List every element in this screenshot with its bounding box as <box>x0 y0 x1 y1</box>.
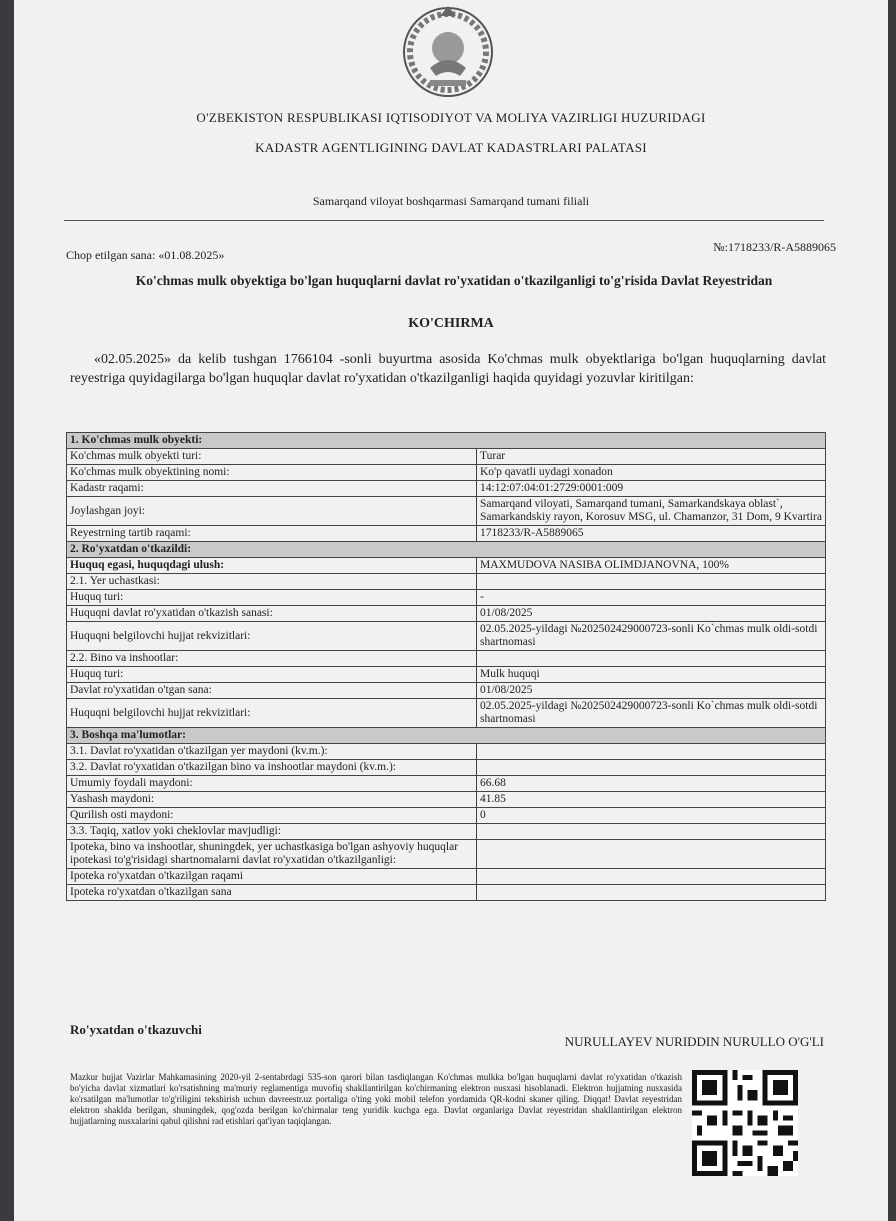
table-row <box>67 558 826 574</box>
table-row <box>67 699 826 728</box>
field-label: Umumiy foydali maydoni: <box>67 776 477 792</box>
field-label: Kadastr raqami: <box>67 481 477 497</box>
registrar-name: NURULLAYEV NURIDDIN NURULLO O'G'LI <box>564 1034 824 1049</box>
field-label: Ipoteka ro'yxatdan o'tkazilgan sana <box>67 885 477 901</box>
field-value: - <box>477 590 826 606</box>
section-title: 2. Ro'yxatdan o'tkazildi: <box>67 542 826 558</box>
section-header-row <box>67 728 826 744</box>
field-value: Ko'p qavatli uydagi xonadon <box>477 465 826 481</box>
table-row <box>67 792 826 808</box>
document-number: №:1718233/R-A5889065 <box>713 240 836 254</box>
state-emblem-icon <box>400 2 496 98</box>
field-value <box>477 651 826 667</box>
table-row <box>67 449 826 465</box>
field-label: Ipoteka ro'yxatdan o'tkazilgan raqami <box>67 869 477 885</box>
field-value: MAXMUDOVA NASIBA OLIMDJANOVNA, 100% <box>477 558 826 574</box>
field-label: Qurilish osti maydoni: <box>67 808 477 824</box>
qr-code-icon[interactable] <box>692 1070 798 1176</box>
field-label: Davlat ro'yxatidan o'tgan sana: <box>67 683 477 699</box>
field-label: Huquq turi: <box>67 590 477 606</box>
table-row <box>67 574 826 590</box>
field-value: 41.85 <box>477 792 826 808</box>
registrar-label: Ro'yxatdan o'tkazuvchi <box>70 1022 202 1037</box>
field-value: 66.68 <box>477 776 826 792</box>
field-value <box>477 760 826 776</box>
field-value: 0 <box>477 808 826 824</box>
table-row <box>67 744 826 760</box>
footer-disclaimer: Mazkur hujjat Vazirlar Mahkamasining 2020-yil 2-sentabrdagi 535-son qarori bilan tasdiqlangan Ko'chmas mulkka bo'lgan huquqlarni davlat ro'yxatidan o'tkazish bo'yicha davlat xizmatlari ko'rsatishning ma'muriy reglamentiga muvofiq shakllantirilgan ko'chirmaning elektron nusxasi hisoblanadi. Elektron hujjatning nusxasida ko'rsatilgan ma'lumotlar to'g'riligini tekshirish uchun davreestr.uz portaliga o'ting yoki mobil telefon yordamida QR-kodni skaner qiling. Diqqat! Davlat reyestridan elektron shaklda berilgan, shuningdek, qog'ozda berilgan ko'chirmalar teng yuridik kuchga ega. Davlat organlariga Davlat reyestridan shakllantirilgan elektron hujjatlarning nusxalarini qabul qilishni rad etishlari qat'iyan taqiqlangan. <box>70 1072 682 1126</box>
field-label: 3.3. Taqiq, xatlov yoki cheklovlar mavjudligi: <box>67 824 477 840</box>
section-header-row <box>67 433 826 449</box>
intro-paragraph: «02.05.2025» da kelib tushgan 1766104 -sonli buyurtma asosida Ko'chmas mulk obyektlariga bo'lgan huquqlarning davlat reyestriga quyidagilarga bo'lgan huquqlar davlat ro'yxatidan o'tkazilganligi haqida quyidagi yozuvlar kiritilgan: <box>70 352 826 386</box>
field-value <box>477 885 826 901</box>
field-label: 3.2. Davlat ro'yxatidan o'tkazilgan bino va inshootlar maydoni (kv.m.): <box>67 760 477 776</box>
table-row <box>67 465 826 481</box>
table-row <box>67 497 826 526</box>
field-value <box>477 824 826 840</box>
header-divider <box>64 220 824 221</box>
document-page <box>14 0 888 1221</box>
field-value: 1718233/R-A5889065 <box>477 526 826 542</box>
field-label: Huquqni belgilovchi hujjat rekvizitlari: <box>67 699 477 728</box>
field-value: Turar <box>477 449 826 465</box>
field-label: 2.2. Bino va inshootlar: <box>67 651 477 667</box>
table-row <box>67 622 826 651</box>
table-row <box>67 606 826 622</box>
document-title: Ko'chmas mulk obyektiga bo'lgan huquqlarni davlat ro'yxatidan o'tkazilganligi to'g'risida Davlat Reyestridan <box>135 273 773 288</box>
table-row <box>67 683 826 699</box>
field-value <box>477 744 826 760</box>
table-row <box>67 651 826 667</box>
agency-header-line-1: O'ZBEKISTON RESPUBLIKASI IQTISODIYOT VA MOLIYA VAZIRLIGI HUZURIDAGI <box>196 110 706 125</box>
table-row <box>67 885 826 901</box>
field-label: 3.1. Davlat ro'yxatidan o'tkazilgan yer maydoni (kv.m.): <box>67 744 477 760</box>
table-row <box>67 808 826 824</box>
field-value: Mulk huquqi <box>477 667 826 683</box>
branch-name: Samarqand viloyat boshqarmasi Samarqand tumani filiali <box>312 194 590 208</box>
field-label: Reyestrning tartib raqami: <box>67 526 477 542</box>
table-row <box>67 869 826 885</box>
agency-header-line-2: KADASTR AGENTLIGINING DAVLAT KADASTRLARI PALATASI <box>255 140 647 155</box>
field-label: Joylashgan joyi: <box>67 497 477 526</box>
registry-table <box>66 432 826 901</box>
field-value <box>477 869 826 885</box>
field-label: Ko'chmas mulk obyekti turi: <box>67 449 477 465</box>
print-date: Chop etilgan sana: «01.08.2025» <box>66 248 225 262</box>
field-value <box>477 574 826 590</box>
section-header-row <box>67 542 826 558</box>
document-subtitle: KO'CHIRMA <box>408 316 494 331</box>
section-title: 3. Boshqa ma'lumotlar: <box>67 728 826 744</box>
field-label: Huquq egasi, huquqdagi ulush: <box>67 558 477 574</box>
field-value: 01/08/2025 <box>477 683 826 699</box>
table-row <box>67 776 826 792</box>
field-value: 01/08/2025 <box>477 606 826 622</box>
field-label: Yashash maydoni: <box>67 792 477 808</box>
field-label: Ipoteka, bino va inshootlar, shuningdek, yer uchastkasiga bo'lgan ashyoviy huquqlar ipotekasi to'g'risidagi shartnomalarni davlat ro'yxatidan o'tkazilganligi: <box>67 840 477 869</box>
table-row <box>67 824 826 840</box>
table-row <box>67 526 826 542</box>
field-value: 02.05.2025-yildagi №202502429000723-sonli Ko`chmas mulk oldi-sotdi shartnomasi <box>477 622 826 651</box>
field-value: 02.05.2025-yildagi №202502429000723-sonli Ko`chmas mulk oldi-sotdi shartnomasi <box>477 699 826 728</box>
field-label: Huquqni belgilovchi hujjat rekvizitlari: <box>67 622 477 651</box>
table-row <box>67 840 826 869</box>
table-row <box>67 760 826 776</box>
section-title: 1. Ko'chmas mulk obyekti: <box>67 433 826 449</box>
field-value: 14:12:07:04:01:2729:0001:009 <box>477 481 826 497</box>
field-value <box>477 840 826 869</box>
table-row <box>67 481 826 497</box>
field-label: 2.1. Yer uchastkasi: <box>67 574 477 590</box>
field-value: Samarqand viloyati, Samarqand tumani, Samarkandskaya oblast`, Samarkandskiy rayon, Korosuv MSG, ul. Chamanzor, 31 Dom, 9 Kvartira <box>477 497 826 526</box>
table-row <box>67 667 826 683</box>
field-label: Ko'chmas mulk obyektining nomi: <box>67 465 477 481</box>
field-label: Huquq turi: <box>67 667 477 683</box>
field-label: Huquqni davlat ro'yxatidan o'tkazish sanasi: <box>67 606 477 622</box>
table-row <box>67 590 826 606</box>
